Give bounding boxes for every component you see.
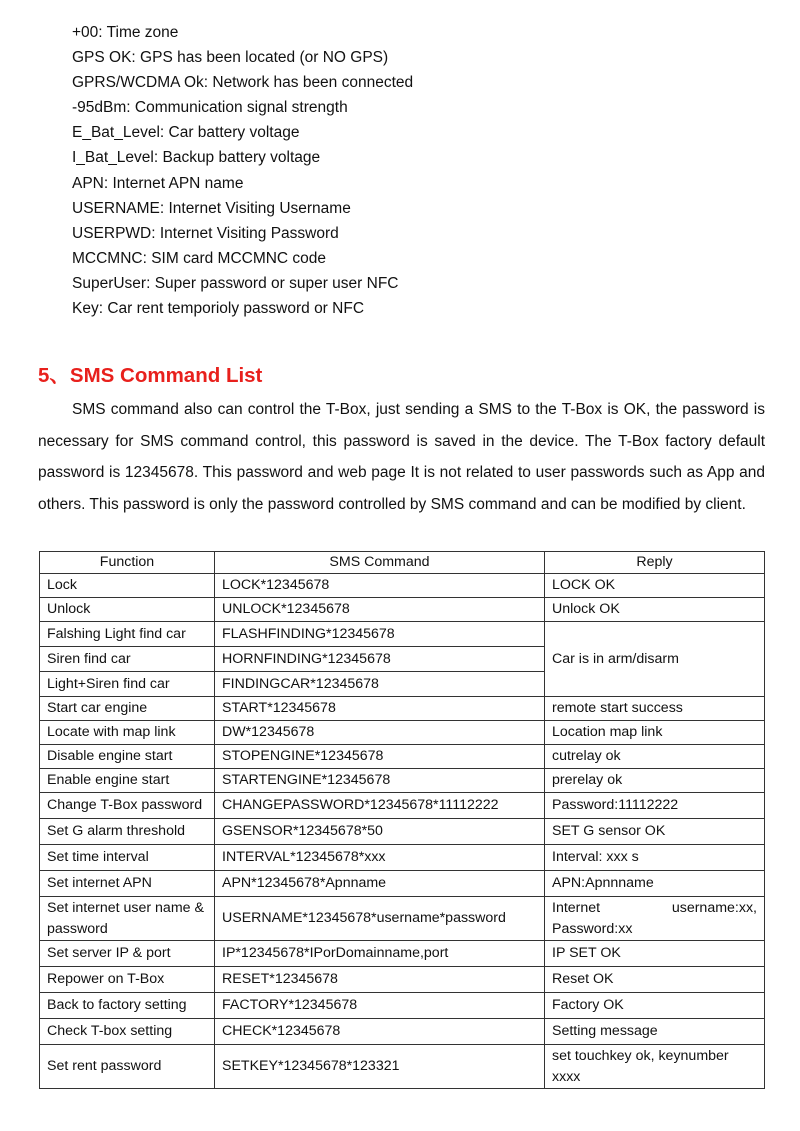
reply-cell: SET G sensor OK xyxy=(545,819,765,845)
command-cell: START*12345678 xyxy=(215,697,545,721)
command-cell: FACTORY*12345678 xyxy=(215,993,545,1019)
definition-item: E_Bat_Level: Car battery voltage xyxy=(72,124,300,142)
table-row xyxy=(40,574,765,598)
function-cell: Enable engine start xyxy=(40,769,215,793)
command-cell: APN*12345678*Apnname xyxy=(215,871,545,897)
header-sms-command: SMS Command xyxy=(215,552,545,574)
reply-cell: Unlock OK xyxy=(545,598,765,622)
reply-cell: Factory OK xyxy=(545,993,765,1019)
section-title: 5、SMS Command List xyxy=(38,364,263,387)
table-row xyxy=(40,721,765,745)
function-cell: Set time interval xyxy=(40,845,215,871)
table-row xyxy=(40,941,765,967)
function-cell: Set internet user name & password xyxy=(40,897,215,941)
command-cell: DW*12345678 xyxy=(215,721,545,745)
reply-cell: prerelay ok xyxy=(545,769,765,793)
command-cell: CHECK*12345678 xyxy=(215,1019,545,1045)
definition-item: Key: Car rent temporioly password or NFC xyxy=(72,300,365,318)
reply-cell: cutrelay ok xyxy=(545,745,765,769)
function-cell: Set G alarm threshold xyxy=(40,819,215,845)
section-paragraph: SMS command also can control the T-Box, just sending a SMS to the T-Box is OK, the password is necessary for SMS command control, this password is saved in the device. The T-Box factory default password is 12345678. This password and web page It is not related to user passwords such as App and others. This password is only the password controlled by SMS command and can be modified by client. xyxy=(38,401,765,513)
command-cell: STARTENGINE*12345678 xyxy=(215,769,545,793)
function-cell: Light+Siren find car xyxy=(40,672,215,697)
function-cell: Change T-Box password xyxy=(40,793,215,819)
function-cell: Unlock xyxy=(40,598,215,622)
reply-cell: IP SET OK xyxy=(545,941,765,967)
command-cell: FINDINGCAR*12345678 xyxy=(215,672,545,697)
reply-cell: Password:11112222 xyxy=(545,793,765,819)
table-row xyxy=(40,745,765,769)
command-cell: SETKEY*12345678*123321 xyxy=(215,1045,545,1089)
table-row xyxy=(40,845,765,871)
reply-cell: APN:Apnnname xyxy=(545,871,765,897)
function-cell: Disable engine start xyxy=(40,745,215,769)
table-row xyxy=(40,622,765,647)
table-row xyxy=(40,967,765,993)
command-cell: USERNAME*12345678*username*password xyxy=(215,897,545,941)
command-cell: CHANGEPASSWORD*12345678*11112222 xyxy=(215,793,545,819)
reply-cell: Internet username:xx, Password:xx xyxy=(545,897,765,941)
function-cell: Siren find car xyxy=(40,647,215,672)
table-row xyxy=(40,598,765,622)
definition-item: I_Bat_Level: Backup battery voltage xyxy=(72,149,321,167)
table-row xyxy=(40,819,765,845)
function-cell: Set internet APN xyxy=(40,871,215,897)
header-function: Function xyxy=(40,552,215,574)
function-cell: Repower on T-Box xyxy=(40,967,215,993)
sms-command-table xyxy=(39,551,765,1089)
reply-cell-merged: Car is in arm/disarm xyxy=(545,622,765,697)
reply-cell: remote start success xyxy=(545,697,765,721)
table-row xyxy=(40,1019,765,1045)
function-cell: Check T-box setting xyxy=(40,1019,215,1045)
table-row xyxy=(40,871,765,897)
command-cell: RESET*12345678 xyxy=(215,967,545,993)
definition-item: GPS OK: GPS has been located (or NO GPS) xyxy=(72,49,389,67)
command-cell: INTERVAL*12345678*xxx xyxy=(215,845,545,871)
command-cell: LOCK*12345678 xyxy=(215,574,545,598)
table-row xyxy=(40,993,765,1019)
definition-item: APN: Internet APN name xyxy=(72,174,244,192)
function-cell: Locate with map link xyxy=(40,721,215,745)
reply-cell: Interval: xxx s xyxy=(545,845,765,871)
command-cell: FLASHFINDING*12345678 xyxy=(215,622,545,647)
function-cell: Set rent password xyxy=(40,1045,215,1089)
command-cell: STOPENGINE*12345678 xyxy=(215,745,545,769)
definition-item: MCCMNC: SIM card MCCMNC code xyxy=(72,249,327,267)
reply-cell: Location map link xyxy=(545,721,765,745)
table-row xyxy=(40,897,765,941)
table-row xyxy=(40,793,765,819)
reply-cell: LOCK OK xyxy=(545,574,765,598)
command-cell: HORNFINDING*12345678 xyxy=(215,647,545,672)
definition-list xyxy=(72,20,413,321)
definition-item: USERPWD: Internet Visiting Password xyxy=(72,224,339,242)
definition-item: USERNAME: Internet Visiting Username xyxy=(72,199,351,217)
command-cell: GSENSOR*12345678*50 xyxy=(215,819,545,845)
header-reply: Reply xyxy=(545,552,765,574)
definition-item: +00: Time zone xyxy=(72,24,179,41)
table-row xyxy=(40,769,765,793)
function-cell: Set server IP & port xyxy=(40,941,215,967)
function-cell: Start car engine xyxy=(40,697,215,721)
function-cell: Falshing Light find car xyxy=(40,622,215,647)
function-cell: Back to factory setting xyxy=(40,993,215,1019)
reply-cell: set touchkey ok, keynumber xxxx xyxy=(545,1045,765,1089)
definition-item: SuperUser: Super password or super user NFC xyxy=(72,274,399,292)
command-cell: UNLOCK*12345678 xyxy=(215,598,545,622)
table-header-row xyxy=(40,552,765,574)
reply-cell: Setting message xyxy=(545,1019,765,1045)
function-cell: Lock xyxy=(40,574,215,598)
definition-item: -95dBm: Communication signal strength xyxy=(72,99,348,117)
command-cell: IP*12345678*IPorDomainname,port xyxy=(215,941,545,967)
table-row xyxy=(40,697,765,721)
reply-cell: Reset OK xyxy=(545,967,765,993)
table-row xyxy=(40,1045,765,1089)
definition-item: GPRS/WCDMA Ok: Network has been connected xyxy=(72,74,414,92)
